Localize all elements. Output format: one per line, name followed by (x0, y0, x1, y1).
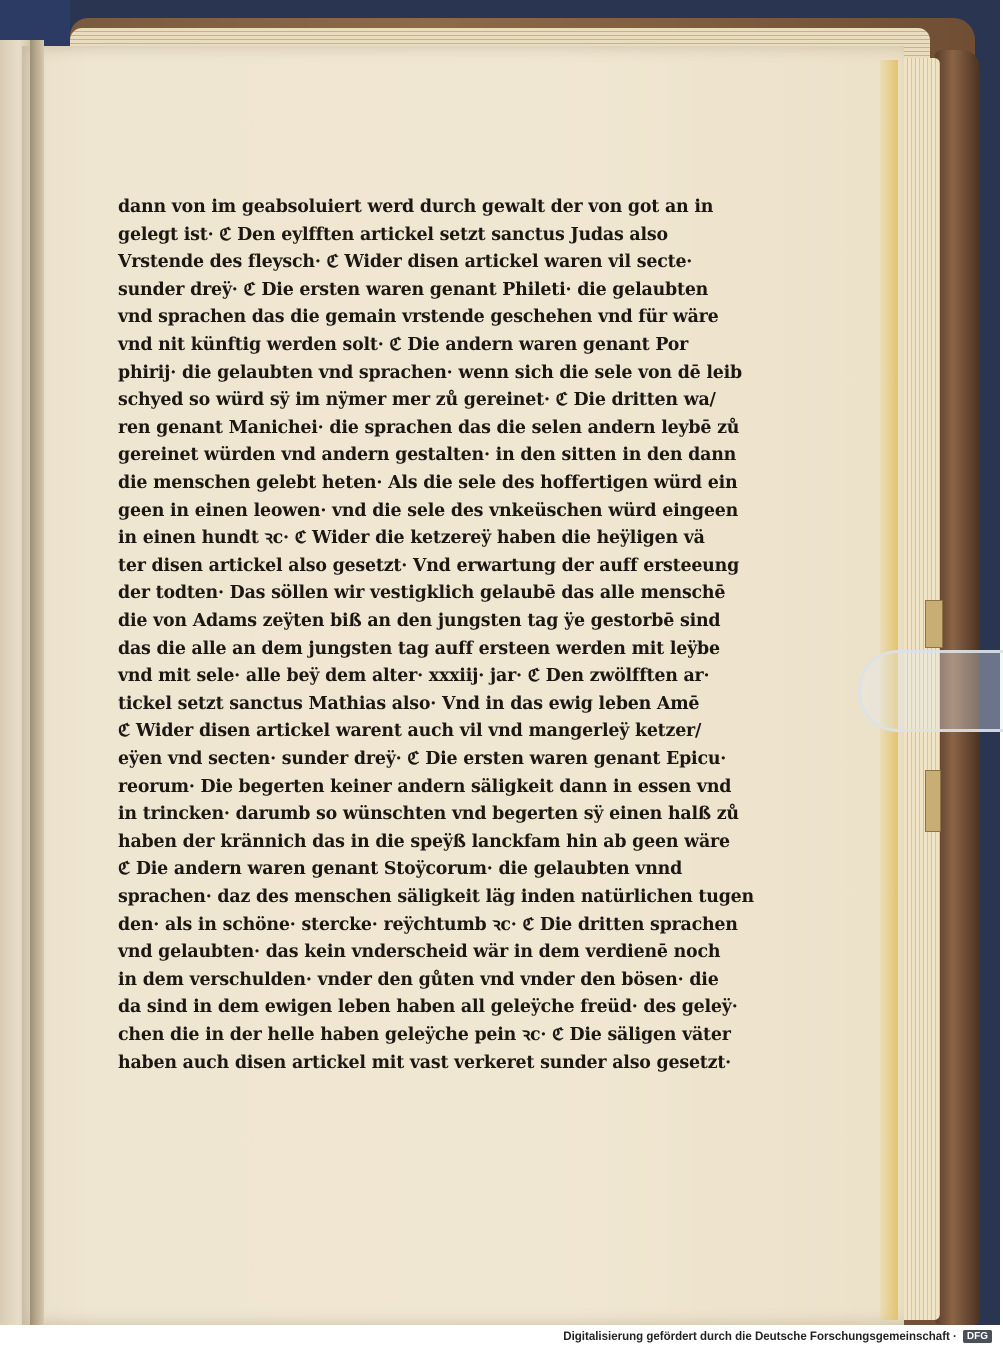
text-line: in trincken· darumb so wünschten vnd begerten sÿ einen halß zů (118, 804, 739, 825)
text-line: phirij· die gelaubten vnd sprachen· wenn sich die sele von dē leib (118, 362, 743, 383)
text-line: in dem verschulden· vnder den gůten vnd vnder den bösen· die (118, 969, 719, 990)
text-line: tickel setzt sanctus Mathias also· Vnd in das ewig leben Amē (118, 693, 700, 714)
text-line: ℭ Wider disen artickel warent auch vil vnd mangerleÿ ketzer/ (118, 721, 702, 742)
page-clip (858, 650, 1003, 732)
text-line: haben auch disen artickel mit vast verkeret sunder also gesetzt· (118, 1052, 732, 1073)
text-line: Vrstende des fleysch· ℭ Wider disen artickel waren vil secte· (118, 252, 693, 273)
text-line: die von Adams zeÿten biß an den jungsten tag ÿe gestorbē sind (118, 611, 721, 631)
text-line: vnd nit künftig werden solt· ℭ Die andern waren genant Por (118, 335, 689, 355)
text-line: gelegt ist· ℭ Den eylfften artickel setzt sanctus Judas also (118, 224, 668, 245)
text-block (118, 192, 754, 1077)
footer-bar (0, 1325, 1000, 1348)
text-line: sunder dreÿ· ℭ Die ersten waren genant Phileti· die gelaubten (118, 279, 709, 300)
book-gutter (30, 40, 44, 1325)
text-line: vnd mit sele· alle beÿ dem alter· xxxiij· jar· ℭ Den zwölfften ar· (118, 666, 710, 687)
text-line: den· als in schöne· stercke· reÿchtumb ꝛc· ℭ Die dritten sprachen (118, 914, 738, 935)
text-line: vnd sprachen das die gemain vrstende geschehen vnd für wäre (118, 307, 719, 328)
text-line: die menschen gelebt heten· Als die sele des hoffertigen würd ein (118, 473, 738, 493)
text-line: der todten· Das söllen wir vestigklich gelaubē das alle menschē (118, 583, 726, 604)
text-line: sprachen· daz des menschen säligkeit läg inden natürlichen tugen (118, 887, 754, 907)
text-line: vnd gelaubten· das kein vnderscheid wär in dem verdienē noch (118, 942, 721, 963)
text-line: ren genant Manichei· die sprachen das die selen andern leybē zů (118, 417, 740, 438)
text-line: chen die in der helle haben geleÿche pein ꝛc· ℭ Die säligen väter (118, 1025, 731, 1045)
page-tab (925, 600, 943, 648)
text-line: schyed so würd sÿ im nÿmer mer zů gereinet· ℭ Die dritten wa/ (118, 390, 716, 411)
dfg-logo-icon: DFG (963, 1330, 992, 1343)
text-line: reorum· Die begerten keiner andern säligkeit dann in essen vnd (118, 776, 732, 797)
text-line: ter disen artickel also gesetzt· Vnd erwartung der auff ersteeung (118, 555, 740, 576)
funding-credit: Digitalisierung gefördert durch die Deutsche Forschungsgemeinschaft · (563, 1330, 957, 1343)
text-line: ℭ Die andern waren genant Stoÿcorum· die gelaubten vnnd (118, 859, 683, 880)
text-line: in einen hundt ꝛc· ℭ Wider die ketzereÿ haben die heÿligen vä (118, 528, 705, 549)
page-tab (925, 770, 941, 832)
text-line: eÿen vnd secten· sunder dreÿ· ℭ Die ersten waren genant Epicu· (118, 749, 727, 769)
text-line: geen in einen leowen· vnd die sele des vnkeüschen würd eingeen (118, 500, 739, 521)
text-line: da sind in dem ewigen leben haben all geleÿche freüd· des geleÿ· (118, 997, 738, 1018)
text-line: gereinet würden vnd andern gestalten· in den sitten in den dann (118, 445, 737, 466)
text-line: haben der krännich das in die speÿß lanckfam hin ab geen wäre (118, 831, 730, 852)
text-line: dann von im geabsoluiert werd durch gewalt der von got an in (118, 197, 714, 217)
text-line: das die alle an dem jungsten tag auff ersteen werden mit leÿbe (118, 638, 720, 659)
